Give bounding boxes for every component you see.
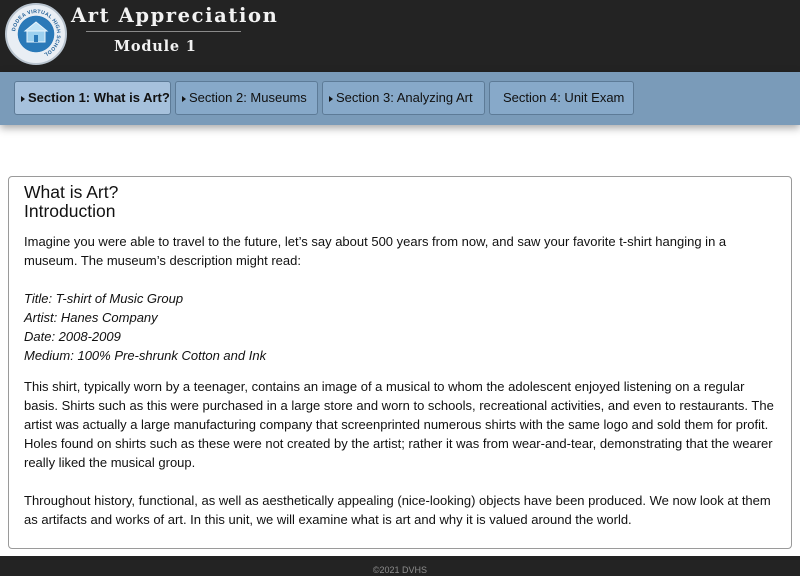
meta-title: Title: T-shirt of Music Group [24,291,184,306]
meta-artist: Artist: Hanes Company [24,310,158,325]
meta-date: Date: 2008-2009 [24,329,121,344]
body-paragraph: Throughout history, functional, as well as aesthetically appealing (nice-looking) objects have been produced. We now look at them as artifacts and works of art. In this unit, we will examine what is art and why it is valued around the world. [24,493,771,527]
tab-section-2[interactable] [175,81,318,115]
section-nav [0,72,800,125]
app-title: Art Appreciation [71,4,279,27]
school-seal-icon [7,5,65,63]
tab-section-3[interactable] [322,81,485,115]
tab-label: Section 2: Museums [189,90,307,105]
body-paragraph: This shirt, typically worn by a teenager, contains an image of a musical to whom the adolescent enjoyed listening on a regular basis. Shirts such as this were purchased in a large store and worn to schools, recreational activities, and even to restaurants. The artist was actually a large manufacturing company that screenprinted numerous shirts with the same logo and sold them for profit. Holes found on shirts such as these were not created by the artist; rather it was from wear-and-tear, demonstrating that the wearer really liked the musical group. [24,379,774,470]
lesson-subheading: Introduction [24,201,116,221]
tab-label: Section 3: Analyzing Art [336,90,473,105]
logo-text: DODEA VIRTUAL HIGH SCHOOL [11,8,62,58]
caret-right-icon [21,96,25,102]
school-logo[interactable] [5,3,67,65]
module-title: Module 1 [114,38,197,55]
caret-right-icon [182,96,186,102]
footer-bar [0,556,800,576]
title-divider [86,31,241,32]
caret-right-icon [329,96,333,102]
tab-section-4[interactable] [489,81,634,115]
header-bar [0,0,800,72]
tab-label: Section 1: What is Art? [28,90,170,105]
lesson-heading: What is Art? [24,182,119,202]
tab-label: Section 4: Unit Exam [503,90,625,105]
copyright-text: ©2021 DVHS [372,565,428,575]
museum-description [24,289,776,365]
tab-section-1[interactable] [14,81,171,115]
lesson-panel [8,176,792,549]
meta-medium: Medium: 100% Pre-shrunk Cotton and Ink [24,348,267,363]
intro-paragraph: Imagine you were able to travel to the future, let’s say about 500 years from now, and saw your favorite t-shirt hanging in a museum. The museum’s description might read: [24,234,727,268]
